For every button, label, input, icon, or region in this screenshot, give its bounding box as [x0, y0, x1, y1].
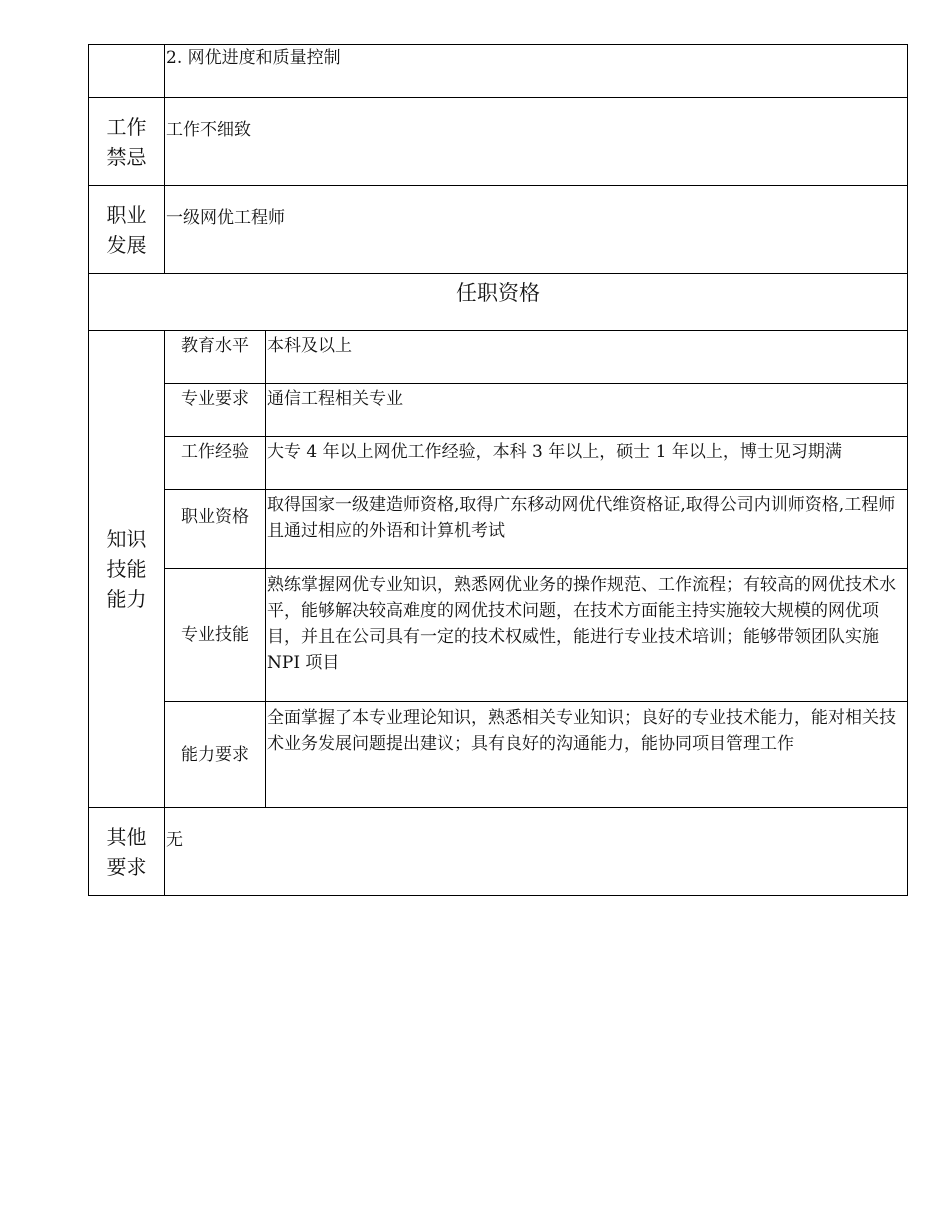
- ability-label: 能力要求: [165, 702, 266, 808]
- continuation-text: 2. 网优进度和质量控制: [165, 45, 908, 98]
- table-row: [89, 186, 908, 274]
- table-row: [89, 331, 908, 384]
- knowledge-label-line3: 能力: [106, 587, 147, 611]
- major-label: 专业要求: [165, 384, 266, 437]
- skill-label: 专业技能: [165, 569, 266, 702]
- career-label-line2: 发展: [106, 232, 147, 257]
- table-row: [89, 98, 908, 186]
- empty-label-cell: [89, 45, 165, 98]
- taboo-label: [89, 98, 165, 186]
- career-text: 一级网优工程师: [165, 186, 908, 274]
- taboo-text: 工作不细致: [165, 98, 908, 186]
- education-text: 本科及以上: [266, 331, 908, 384]
- qualification-label: 职业资格: [165, 490, 266, 569]
- knowledge-label-line1: 知识: [106, 527, 147, 551]
- table-row: [89, 274, 908, 331]
- career-label: [89, 186, 165, 274]
- section-title: 任职资格: [89, 274, 908, 331]
- table-row: [89, 437, 908, 490]
- table-row: [89, 384, 908, 437]
- experience-text: 大专 4 年以上网优工作经验，本科 3 年以上，硕士 1 年以上，博士见习期满: [266, 437, 908, 490]
- experience-label: 工作经验: [165, 437, 266, 490]
- education-label: 教育水平: [165, 331, 266, 384]
- table-row: [89, 569, 908, 702]
- taboo-label-line2: 禁忌: [106, 144, 147, 169]
- other-text: 无: [165, 808, 908, 896]
- career-label-line1: 职业: [106, 202, 147, 227]
- table-row: [89, 808, 908, 896]
- other-label: [89, 808, 165, 896]
- ability-text: 全面掌握了本专业理论知识，熟悉相关专业知识；良好的专业技术能力，能对相关技术业务发展问题提出建议；具有良好的沟通能力，能协同项目管理工作: [266, 702, 908, 808]
- major-text: 通信工程相关专业: [266, 384, 908, 437]
- other-label-line1: 其他: [106, 824, 147, 849]
- knowledge-label: [89, 331, 165, 808]
- table-row: [89, 45, 908, 98]
- skill-text: 熟练掌握网优专业知识，熟悉网优业务的操作规范、工作流程；有较高的网优技术水平，能够解决较高难度的网优技术问题，在技术方面能主持实施较大规模的网优项目，并且在公司具有一定的技术权威性，能进行专业技术培训；能够带领团队实施 NPI 项目: [266, 569, 908, 702]
- qualification-text: 取得国家一级建造师资格,取得广东移动网优代维资格证,取得公司内训师资格,工程师且通过相应的外语和计算机考试: [266, 490, 908, 569]
- job-description-table: [88, 44, 908, 896]
- taboo-label-line1: 工作: [106, 114, 147, 139]
- table-row: [89, 490, 908, 569]
- table-row: [89, 702, 908, 808]
- other-label-line2: 要求: [106, 854, 147, 879]
- knowledge-label-line2: 技能: [106, 557, 147, 581]
